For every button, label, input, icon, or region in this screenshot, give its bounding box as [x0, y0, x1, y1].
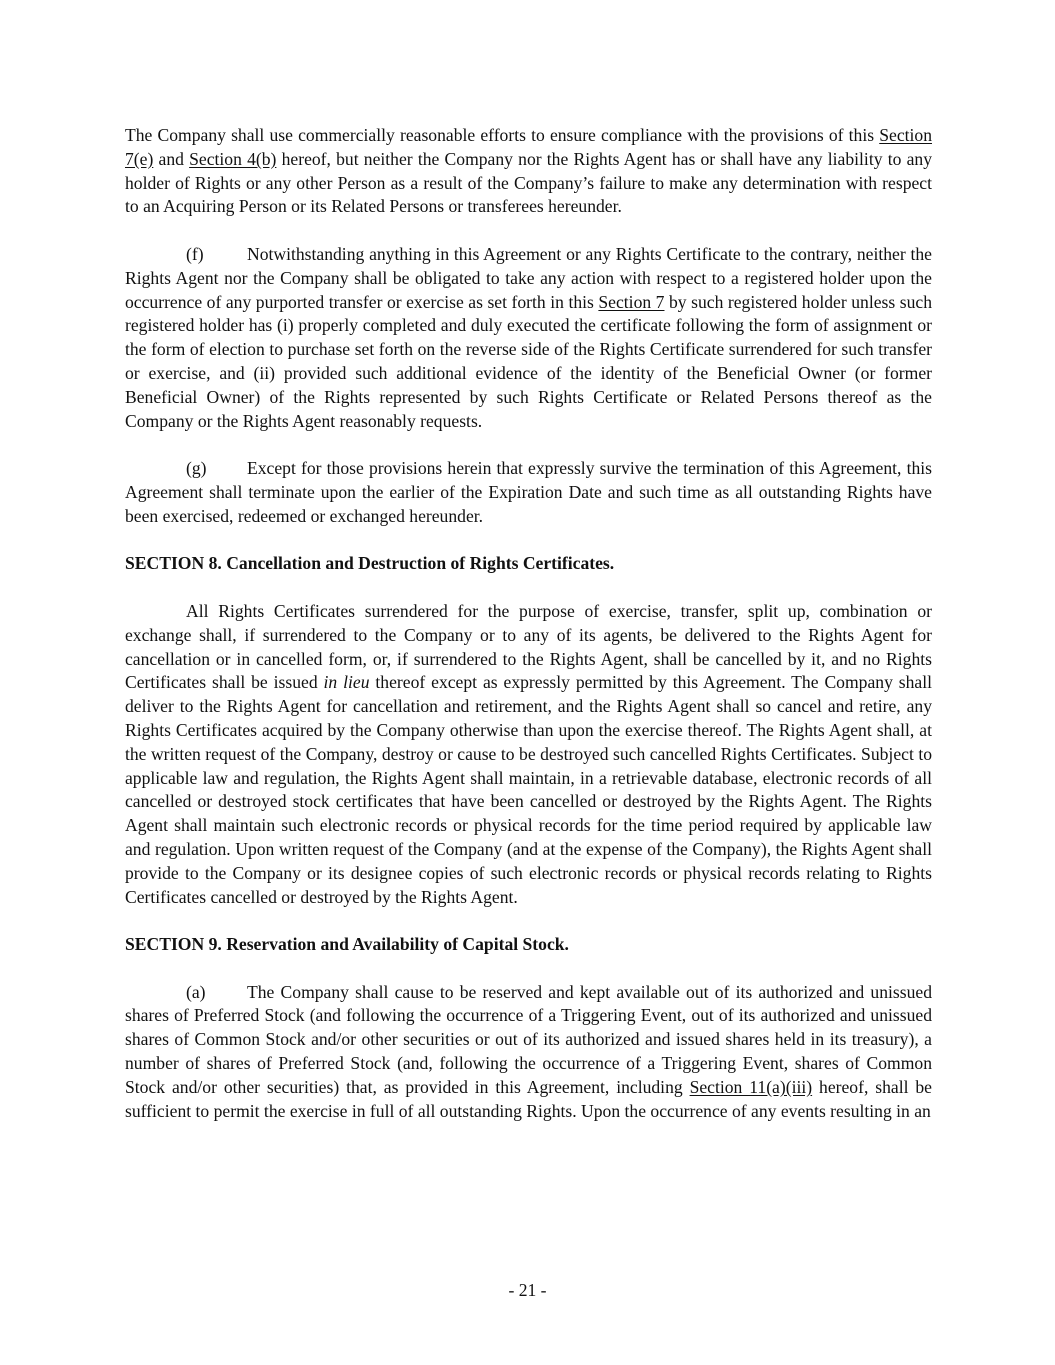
clause-label-g: (g)	[186, 458, 207, 479]
paragraph-section-7e-continuation: The Company shall use commercially reasonable efforts to ensure compliance with the provisions of this Section 7(e) and Section 4(b) hereof, but neither the Company nor the Rights Agent has or shall have any liability to any holder of Rights or any other Person as a result of the Company’s failure to make any determination with respect to an Acquiring Person or its Related Persons or transferees hereunder.	[125, 125, 932, 217]
cross-reference-section-11a-iii: Section 11(a)(iii)	[689, 1076, 813, 1097]
cross-reference-section-7e: Section 7(e)	[125, 125, 932, 169]
cross-reference-section-4b: Section 4(b)	[189, 148, 277, 169]
clause-label-f: (f)	[186, 243, 204, 264]
paragraph-section-8: All Rights Certificates surrendered for the purpose of exercise, transfer, split up, combination or exchange shall, if surrendered to the Company or to any of its agents, be delivered to the Rights Agent for cancellation or in cancelled form, or, if surrendered to the Rights Agent, shall be cancelled by it, and no Rights Certificates shall be issued in lieu thereof except as expressly permitted by this Agreement. The Company shall deliver to the Rights Agent for cancellation and retirement, and the Rights Agent shall so cancel and retire, any Rights Certificates acquired by the Company otherwise than upon the exercise thereof. The Rights Agent shall, at the written request of the Company, destroy or cause to be destroyed such cancelled Rights Certificates. Subject to applicable law and regulation, the Rights Agent shall maintain, in a retrievable database, electronic records of all cancelled or destroyed stock certificates that have been cancelled or destroyed by the Rights Agent. The Rights Agent shall maintain such electronic records or physical records for the time period required by applicable law and regulation. Upon written request of the Company (and at the expense of the Company), the Rights Agent shall provide to the Company or its designee copies of such electronic records or physical records relating to Rights Certificates cancelled or destroyed by the Rights Agent.	[125, 600, 932, 907]
document-page	[125, 124, 932, 1147]
cross-reference-section-7: Section 7	[598, 291, 665, 312]
paragraph-section-7g: (g) Except for those provisions herein that expressly survive the termination of this Agreement, this Agreement shall terminate upon the earlier of the Expiration Date and such time as all outstanding Rights have been exercised, redeemed or exchanged hereunder.	[125, 458, 932, 526]
clause-label-a: (a)	[186, 981, 206, 1002]
section-9-heading: SECTION 9. Reservation and Availability of Capital Stock.	[125, 934, 569, 955]
paragraph-section-7f: (f) Notwithstanding anything in this Agreement or any Rights Certificate to the contrary, neither the Rights Agent nor the Company shall be obligated to take any action with respect to a registered holder upon the occurrence of any purported transfer or exercise as set forth in this Section 7 by such registered holder unless such registered holder has (i) properly completed and duly executed the certificate following the form of assignment or the form of election to purchase set forth on the reverse side of the Rights Certificate surrendered for such transfer or exercise, and (ii) provided such additional evidence of the identity of the Beneficial Owner (or former Beneficial Owner) of the Rights represented by such Rights Certificate or Related Persons thereof as the Company or the Rights Agent reasonably requests.	[125, 243, 933, 431]
page-number: - 21 -	[508, 1280, 547, 1300]
section-8-heading: SECTION 8. Cancellation and Destruction of Rights Certificates.	[125, 553, 615, 574]
paragraph-section-9a: (a) The Company shall cause to be reserved and kept available out of its authorized and unissued shares of Preferred Stock (and following the occurrence of a Triggering Event, out of its authorized and unissued shares of Common Stock and/or other securities or out of its authorized and issued shares held in its treasury), a number of shares of Preferred Stock (and, following the occurrence of a Triggering Event, shares of Common Stock and/or other securities) that, as provided in this Agreement, including Section 11(a)(iii) hereof, shall be sufficient to permit the exercise in full of all outstanding Rights. Upon the occurrence of any events resulting in an	[125, 981, 932, 1121]
italic-term-in-lieu: in lieu	[323, 672, 370, 693]
